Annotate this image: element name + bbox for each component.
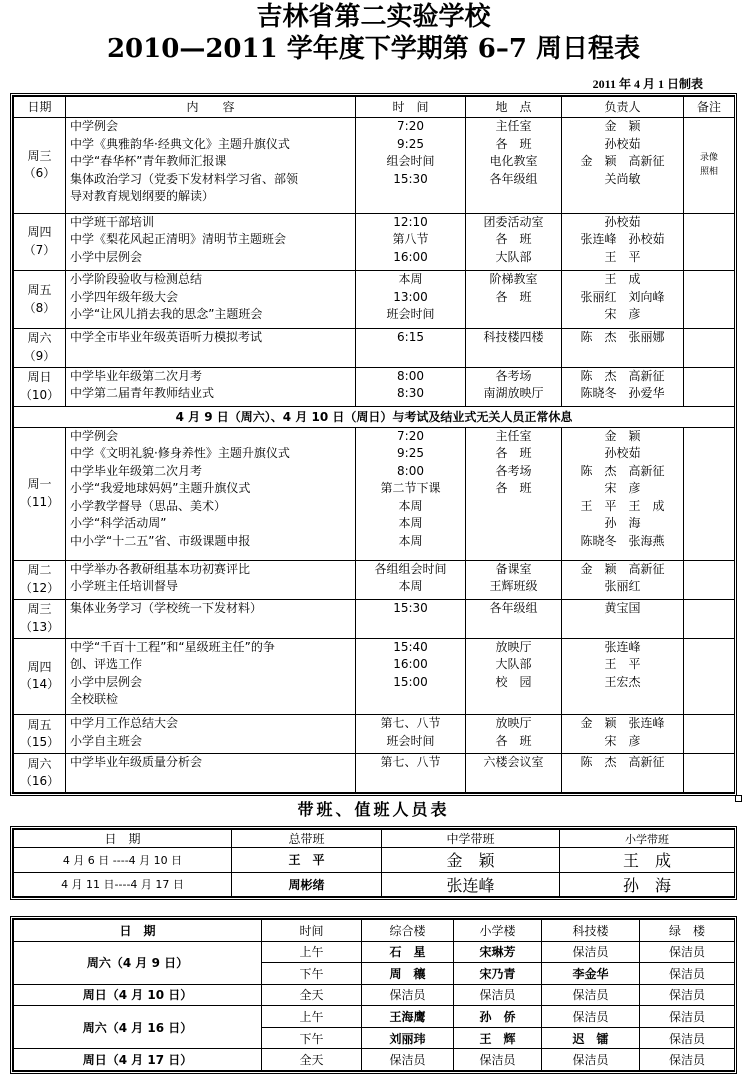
owner-value: 张连峰 孙校茹 [580, 232, 665, 246]
content-line: 中学“千百十工程”和“星级班主任”的争 [70, 639, 275, 654]
place-value: 王辉班级 [489, 579, 538, 594]
schedule-frame [10, 93, 737, 796]
day-name: 周三 [27, 602, 52, 617]
time-value: 第二节下课 [380, 481, 441, 496]
schedule-row [14, 638, 735, 715]
cleaning-column-header: 科技楼 [542, 920, 640, 942]
cleaning-cell: 保洁员 [542, 1049, 640, 1071]
duty-cell: 王 平 [232, 848, 382, 872]
time-value: 16:00 [393, 249, 428, 264]
owner-value: 王 平 [604, 249, 641, 264]
cleaning-cell: 宋琳芳 [454, 941, 542, 963]
cleaning-frame [10, 916, 737, 1074]
duty-cell: 金 颖 [382, 848, 560, 872]
place-cell [466, 271, 562, 329]
day-name: 周四 [27, 659, 52, 674]
place-value: 各考场 [495, 463, 532, 478]
owner-cell [562, 367, 684, 406]
time-value: 15:30 [393, 600, 428, 615]
time-cell [356, 638, 466, 715]
place-cell [466, 118, 562, 214]
day-name: 周六 [27, 331, 52, 346]
content-line: 集体业务学习（学校统一下发材料） [70, 600, 263, 615]
schedule-row [14, 367, 735, 406]
week-day-number: （10） [19, 387, 60, 402]
schedule-row [14, 213, 735, 271]
place-cell [466, 213, 562, 271]
content-line: 中学“春华杯”青年教师汇报课 [70, 154, 227, 168]
content-line: 中学毕业年级第二次月考 [70, 463, 203, 478]
owner-value: 孙校茹 [604, 214, 641, 229]
content-line: 中学举办各教研组基本功初赛评比 [70, 561, 251, 576]
place-value: 阶梯教室 [489, 272, 538, 287]
place-value: 各 班 [495, 289, 532, 304]
content-line: 小学班主任培训督导 [70, 579, 179, 594]
cleaning-cell: 全天 [262, 984, 362, 1006]
time-value: 12:10 [393, 214, 428, 229]
content-line: 中学毕业年级第二次月考 [70, 368, 203, 383]
cleaning-date: 周六（4 月 16 日） [14, 1006, 262, 1049]
week-day-number: （13） [19, 619, 60, 634]
schedule-row [14, 560, 735, 599]
day-cell [14, 213, 66, 271]
content-line: 小学中层例会 [70, 249, 143, 264]
schedule-row [14, 599, 735, 638]
place-cell [466, 328, 562, 367]
content-line: 小学四年级年级大会 [70, 289, 179, 304]
content-line: 中学全市毕业年级英语听力模拟考试 [70, 329, 263, 344]
cleaning-date: 周日（4 月 17 日） [14, 1049, 262, 1071]
content-line: 创、评选工作 [70, 657, 143, 672]
cleaning-date: 周日（4 月 10 日） [14, 984, 262, 1006]
owner-cell [562, 118, 684, 214]
content-cell [66, 328, 356, 367]
content-line: 中学第二届青年教师结业式 [70, 386, 215, 401]
duty-cell: 4 月 6 日 ----4 月 10 日 [14, 848, 232, 872]
cleaning-cell: 王 辉 [454, 1027, 542, 1049]
owner-cell [562, 715, 684, 754]
schedule-row [14, 427, 735, 560]
place-value: 大队部 [495, 249, 532, 264]
owner-value: 宋 彦 [604, 733, 641, 748]
time-cell [356, 367, 466, 406]
remark-cell [684, 560, 735, 599]
content-cell [66, 213, 356, 271]
day-name: 周五 [27, 283, 52, 298]
cleaning-cell: 刘丽玮 [362, 1027, 454, 1049]
time-value: 8:00 [397, 463, 424, 478]
day-cell [14, 118, 66, 214]
owner-value: 金 颖 高新征 [580, 154, 665, 168]
cleaning-cell: 保洁员 [362, 984, 454, 1006]
remark-text: 照相 [699, 167, 718, 178]
place-cell [466, 367, 562, 406]
school-title: 吉林省第二实验学校 [256, 2, 491, 32]
time-value: 组会时间 [386, 154, 435, 168]
time-value: 第七、八节 [380, 716, 441, 731]
cleaning-cell: 全天 [262, 1049, 362, 1071]
owner-value: 金 颖 [604, 119, 641, 133]
owner-value: 王宏杰 [604, 674, 641, 689]
cleaning-cell: 保洁员 [362, 1049, 454, 1071]
schedule-column-header: 时 间 [356, 97, 466, 118]
cleaning-cell: 上午 [262, 941, 362, 963]
week-day-number: （11） [19, 494, 60, 509]
made-date: 2011 年 4 月 1 日制表 [592, 77, 703, 91]
time-value: 13:00 [393, 289, 428, 304]
owner-value: 宋 彦 [604, 307, 641, 322]
week-day-number: （8） [23, 300, 56, 315]
owner-value: 王 平 [604, 657, 641, 672]
place-value: 主任室 [495, 428, 532, 443]
time-value: 6:15 [397, 329, 424, 344]
cleaning-cell: 上午 [262, 1006, 362, 1028]
content-line: 中学《典雅韵华·经典文化》主题升旗仪式 [70, 136, 290, 151]
week-day-number: （16） [19, 774, 60, 789]
owner-cell [562, 328, 684, 367]
day-name: 周二 [27, 563, 52, 578]
owner-value: 关尚敏 [604, 171, 641, 186]
content-line: 导对教育规划纲要的解读） [70, 189, 215, 203]
owner-cell [562, 213, 684, 271]
place-cell [466, 715, 562, 754]
schedule-column-header: 负责人 [562, 97, 684, 118]
week-day-number: （7） [23, 242, 56, 257]
owner-value: 陈 杰 高新征 [580, 755, 665, 770]
cleaning-cell: 保洁员 [542, 984, 640, 1006]
time-value: 本周 [398, 272, 423, 287]
owner-value: 黄宝国 [604, 600, 641, 615]
content-line: 集体政治学习（党委下发材料学习省、部领 [70, 171, 299, 186]
day-name: 周一 [27, 477, 52, 492]
owner-value: 张丽红 [604, 579, 641, 594]
content-line: 中学月工作总结大会 [70, 716, 179, 731]
week-day-number: （9） [23, 348, 56, 363]
remark-cell [684, 638, 735, 715]
content-line: 中学例会 [70, 428, 119, 443]
time-cell [356, 118, 466, 214]
time-value: 各组组会时间 [374, 561, 447, 576]
time-cell [356, 599, 466, 638]
place-value: 南湖放映厅 [483, 386, 544, 401]
schedule-row [14, 715, 735, 754]
content-line: 中小学“十二五”省、市级课题申报 [70, 533, 251, 548]
place-value: 各 班 [495, 481, 532, 496]
day-cell [14, 599, 66, 638]
remark-cell [684, 271, 735, 329]
cleaning-row [14, 984, 735, 1006]
place-cell [466, 427, 562, 560]
day-cell [14, 367, 66, 406]
schedule-column-header: 内 容 [66, 97, 356, 118]
owner-cell [562, 427, 684, 560]
place-value: 放映厅 [495, 639, 532, 654]
time-value: 本周 [398, 579, 423, 594]
owner-cell [562, 754, 684, 793]
cleaning-cell: 下午 [262, 963, 362, 985]
owner-value: 王 成 [604, 272, 641, 287]
day-name: 周五 [27, 717, 52, 732]
cleaning-cell: 下午 [262, 1027, 362, 1049]
duty-cell: 周彬绪 [232, 872, 382, 896]
remark-text: 录像 [699, 153, 718, 164]
place-value: 各 班 [495, 446, 532, 461]
owner-cell [562, 271, 684, 329]
duty-cell: 孙 海 [560, 872, 735, 896]
duty-table [13, 829, 735, 897]
schedule-table [13, 96, 735, 793]
time-value: 9:25 [397, 136, 424, 151]
schedule-row [14, 328, 735, 367]
cleaning-cell: 保洁员 [542, 941, 640, 963]
place-value: 各年级组 [489, 171, 538, 186]
content-cell [66, 427, 356, 560]
owner-value: 孙校茹 [604, 446, 641, 461]
place-value: 校 园 [495, 674, 532, 689]
owner-value: 孙校茹 [604, 136, 641, 151]
time-value: 班会时间 [386, 733, 435, 748]
week-day-number: （15） [19, 735, 60, 750]
place-value: 团委活动室 [483, 214, 544, 229]
duty-header-row [14, 830, 735, 848]
duty-cell: 王 成 [560, 848, 735, 872]
place-value: 各年级组 [489, 600, 538, 615]
cleaning-cell: 保洁员 [640, 963, 735, 985]
place-value: 主任室 [495, 119, 532, 133]
owner-value: 宋 彦 [604, 481, 641, 496]
day-cell [14, 638, 66, 715]
schedule-title: 2010—2011 学年度下学期第 6–7 周日程表 [106, 34, 641, 64]
place-value: 放映厅 [495, 716, 532, 731]
content-cell [66, 638, 356, 715]
week-day-number: （12） [19, 580, 60, 595]
schedule-row [14, 754, 735, 793]
time-value: 8:30 [397, 386, 424, 401]
day-cell [14, 715, 66, 754]
owner-value: 王 平 王 成 [580, 498, 665, 513]
cleaning-column-header: 小学楼 [454, 920, 542, 942]
duty-column-header: 小学带班 [560, 830, 735, 848]
schedule-column-header: 备注 [684, 97, 735, 118]
cleaning-table [13, 919, 735, 1071]
rest-notice: 4 月 9 日（周六）、4 月 10 日（周日）与考试及结业式无关人员正常休息 [14, 406, 735, 427]
owner-value: 陈晓冬 张海燕 [580, 533, 665, 548]
time-cell [356, 754, 466, 793]
place-value: 科技楼四楼 [483, 329, 544, 344]
duty-row [14, 872, 735, 896]
content-line: 小学“我爱地球妈妈”主题升旗仪式 [70, 481, 251, 496]
week-day-number: （6） [23, 166, 56, 181]
cleaning-column-header: 时间 [262, 920, 362, 942]
place-cell [466, 754, 562, 793]
cleaning-cell: 保洁员 [640, 1027, 735, 1049]
duty-frame [10, 826, 737, 900]
cleaning-cell: 保洁员 [542, 1006, 640, 1028]
content-line: 中学《文明礼貌·修身养性》主题升旗仪式 [70, 446, 290, 461]
owner-cell [562, 638, 684, 715]
time-cell [356, 427, 466, 560]
day-name: 周日 [27, 370, 52, 385]
place-value: 备课室 [495, 561, 532, 576]
day-name: 周四 [27, 225, 52, 240]
owner-value: 陈 杰 高新征 [580, 463, 665, 478]
cleaning-column-header: 综合楼 [362, 920, 454, 942]
duty-column-header: 总带班 [232, 830, 382, 848]
place-value: 各 班 [495, 232, 532, 246]
day-cell [14, 427, 66, 560]
content-line: 小学教学督导（思品、美术） [70, 498, 227, 513]
place-value: 各考场 [495, 368, 532, 383]
duty-cell: 张连峰 [382, 872, 560, 896]
schedule-row [14, 118, 735, 214]
content-cell [66, 754, 356, 793]
place-cell [466, 638, 562, 715]
place-value: 各 班 [495, 733, 532, 748]
content-cell [66, 271, 356, 329]
owner-value: 张连峰 [604, 639, 641, 654]
time-value: 9:25 [397, 446, 424, 461]
place-value: 六楼会议室 [483, 755, 544, 770]
time-value: 15:00 [393, 674, 428, 689]
week-day-number: （14） [19, 677, 60, 692]
schedule-header-row [14, 97, 735, 118]
cleaning-cell: 保洁员 [640, 941, 735, 963]
remark-cell [684, 118, 735, 214]
day-name: 周三 [27, 148, 52, 163]
cleaning-row [14, 1049, 735, 1071]
time-value: 16:00 [393, 657, 428, 672]
time-value: 7:20 [397, 119, 424, 133]
content-cell [66, 560, 356, 599]
schedule-row [14, 271, 735, 329]
content-line: 中学班干部培训 [70, 214, 155, 229]
cleaning-cell: 保洁员 [454, 1049, 542, 1071]
content-cell [66, 118, 356, 214]
cleaning-cell: 保洁员 [454, 984, 542, 1006]
cleaning-header-row [14, 920, 735, 942]
cleaning-cell: 保洁员 [640, 1049, 735, 1071]
duty-row [14, 848, 735, 872]
owner-cell [562, 599, 684, 638]
content-line: 小学自主班会 [70, 733, 143, 748]
content-line: 小学“科学活动周” [70, 516, 167, 531]
time-value: 第八节 [392, 232, 429, 246]
time-cell [356, 213, 466, 271]
day-cell [14, 328, 66, 367]
place-value: 各 班 [495, 136, 532, 151]
cleaning-cell: 李金华 [542, 963, 640, 985]
owner-value: 陈 杰 高新征 [580, 368, 665, 383]
schedule-column-header: 地 点 [466, 97, 562, 118]
content-cell [66, 715, 356, 754]
day-cell [14, 271, 66, 329]
cleaning-cell: 保洁员 [640, 1006, 735, 1028]
owner-cell [562, 560, 684, 599]
duty-cell: 4 月 11 日----4 月 17 日 [14, 872, 232, 896]
cleaning-cell: 孙 侨 [454, 1006, 542, 1028]
owner-value: 陈晓冬 孙爱华 [580, 386, 665, 401]
day-name: 周六 [27, 756, 52, 771]
remark-cell [684, 754, 735, 793]
time-value: 8:00 [397, 368, 424, 383]
content-line: 小学阶段验收与检测总结 [70, 272, 203, 287]
time-value: 第七、八节 [380, 755, 441, 770]
cleaning-column-header: 绿 楼 [640, 920, 735, 942]
place-cell [466, 560, 562, 599]
owner-value: 陈 杰 张丽娜 [580, 329, 665, 344]
cleaning-row [14, 941, 735, 963]
duty-column-header: 中学带班 [382, 830, 560, 848]
time-value: 本周 [398, 498, 423, 513]
owner-value: 金 颖 高新征 [580, 561, 665, 576]
cleaning-column-header: 日 期 [14, 920, 262, 942]
place-cell [466, 599, 562, 638]
cleaning-cell: 石 星 [362, 941, 454, 963]
time-value: 7:20 [397, 428, 424, 443]
cleaning-date: 周六（4 月 9 日） [14, 941, 262, 984]
cleaning-cell: 保洁员 [640, 984, 735, 1006]
cleaning-cell: 迟 镭 [542, 1027, 640, 1049]
content-line: 中学《梨花风起正清明》清明节主题班会 [70, 232, 287, 246]
content-line: 小学“让风儿捎去我的思念”主题班会 [70, 307, 263, 322]
content-line: 中学例会 [70, 119, 119, 133]
day-cell [14, 754, 66, 793]
remark-cell [684, 599, 735, 638]
cleaning-cell: 宋乃青 [454, 963, 542, 985]
notice-row [14, 406, 735, 427]
time-cell [356, 271, 466, 329]
remark-cell [684, 328, 735, 367]
cleaning-row [14, 1006, 735, 1028]
remark-cell [684, 367, 735, 406]
content-cell [66, 367, 356, 406]
duty-table-title: 带班、值班人员表 [297, 800, 450, 819]
content-line: 小学中层例会 [70, 674, 143, 689]
cleaning-cell: 周 穰 [362, 963, 454, 985]
time-cell [356, 715, 466, 754]
content-line: 全校联检 [70, 692, 119, 707]
content-line: 中学毕业年级质量分析会 [70, 755, 203, 770]
content-cell [66, 599, 356, 638]
cleaning-cell: 王海鹰 [362, 1006, 454, 1028]
place-value: 大队部 [495, 657, 532, 672]
time-value: 15:40 [393, 639, 428, 654]
time-cell [356, 328, 466, 367]
owner-value: 孙 海 [604, 516, 641, 531]
remark-cell [684, 427, 735, 560]
owner-value: 金 颖 [604, 428, 641, 443]
time-value: 15:30 [393, 171, 428, 186]
remark-cell [684, 715, 735, 754]
remark-cell [684, 213, 735, 271]
time-value: 班会时间 [386, 307, 435, 322]
time-cell [356, 560, 466, 599]
time-value: 本周 [398, 516, 423, 531]
duty-column-header: 日 期 [14, 830, 232, 848]
owner-value: 张丽红 刘向峰 [580, 289, 665, 304]
time-value: 本周 [398, 533, 423, 548]
day-cell [14, 560, 66, 599]
place-value: 电化教室 [489, 154, 538, 168]
owner-value: 金 颖 张连峰 [580, 716, 665, 731]
schedule-column-header: 日期 [14, 97, 66, 118]
